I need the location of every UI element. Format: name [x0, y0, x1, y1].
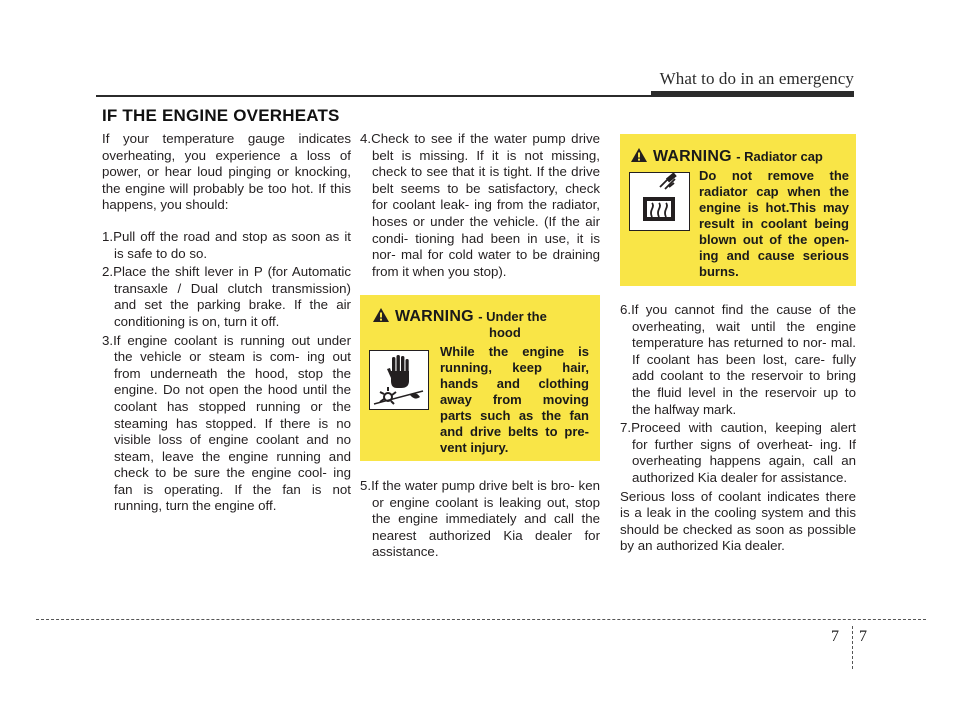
list-item: 3.If engine coolant is running out under the vehicle or steam is com- ing out from underneath the hood, stop the engine. Do not open the hood until the coolant has stopped running or the steaming has stopped. If there is no visible loss of engine coolant and no steam, leave the engine running and check to be sure the engine cool- ing fan is operating. If the fan is not running, turn the engine off. — [102, 332, 351, 514]
chapter-number: 7 — [831, 628, 839, 645]
header-bar — [651, 91, 854, 97]
warning-label: WARNING — [653, 148, 732, 165]
steps-list — [102, 229, 351, 515]
column-left — [102, 131, 351, 515]
footer-rule — [36, 619, 926, 620]
list-item: 7.Proceed with caution, keeping alert for further signs of overheat- ing. If overheating happens again, call an authorized Kia dealer for assistance. — [620, 420, 856, 485]
column-right — [620, 302, 856, 555]
warning-heading — [630, 147, 823, 166]
page-number: 7 — [859, 628, 867, 645]
list-item: 2.Place the shift lever in P (for Automatic transaxle / Dual clutch transmission) and set the parking brake. If the air conditioning is on, turn it off. — [102, 264, 351, 329]
hot-radiator-steam-icon — [629, 172, 690, 231]
hand-stop-fan-icon — [369, 350, 429, 410]
warning-subtitle: - Under the — [478, 309, 547, 324]
column-middle-lower — [360, 478, 600, 561]
warning-text: Do not remove the radiator cap when the engine is hot.This may result in coolant being blown out of the open- ing and cause serious burns. — [699, 168, 849, 279]
warning-triangle-icon — [630, 147, 648, 163]
column-middle — [360, 131, 600, 280]
warning-text: While the engine is running, keep hair, hands and clothing away from moving parts such as the fan and drive belts to pre- vent injury. — [440, 344, 589, 455]
warning-box-radiator — [620, 134, 856, 286]
footer-divider — [852, 626, 853, 669]
warning-subtitle: - Radiator cap — [736, 149, 823, 164]
warning-subtitle-cont: hood — [489, 325, 521, 340]
warning-triangle-icon — [372, 307, 390, 323]
list-item: 1.Pull off the road and stop as soon as it is safe to do so. — [102, 228, 351, 261]
list-item: 5.If the water pump drive belt is bro- ken or engine coolant is leaking out, stop the engine immediately and call the nearest authorized Kia dealer for assistance. — [360, 478, 600, 560]
warning-box-hood — [360, 295, 600, 461]
list-item: 4.Check to see if the water pump drive belt is missing. If it is not missing, check to see that it is tight. If the drive belt seems to be satisfactory, check for coolant leak- ing from the radiator, hoses or under the vehicle. (If the air condi- tioning had been in use, it is nor- mal for cold water to be draining from it when you stop). — [360, 131, 600, 279]
closing-paragraph: Serious loss of coolant indicates there is a leak in the cooling system and this should be checked as soon as possible by an authorized Kia dealer. — [620, 488, 856, 554]
section-title: IF THE ENGINE OVERHEATS — [102, 106, 340, 125]
warning-label: WARNING — [395, 308, 474, 325]
intro-paragraph: If your temperature gauge indicates overheating, you experience a loss of power, or hear loud pinging or knocking, the engine will probably be too hot. If this happens, you should: — [102, 131, 351, 213]
list-item: 6.If you cannot find the cause of the overheating, wait until the engine temperature has returned to nor- mal. If coolant has been lost, care- fully add coolant to the reservoir to bring the fluid level in the reservoir up to the halfway mark. — [620, 302, 856, 417]
chapter-title: What to do in an emergency — [659, 69, 854, 88]
